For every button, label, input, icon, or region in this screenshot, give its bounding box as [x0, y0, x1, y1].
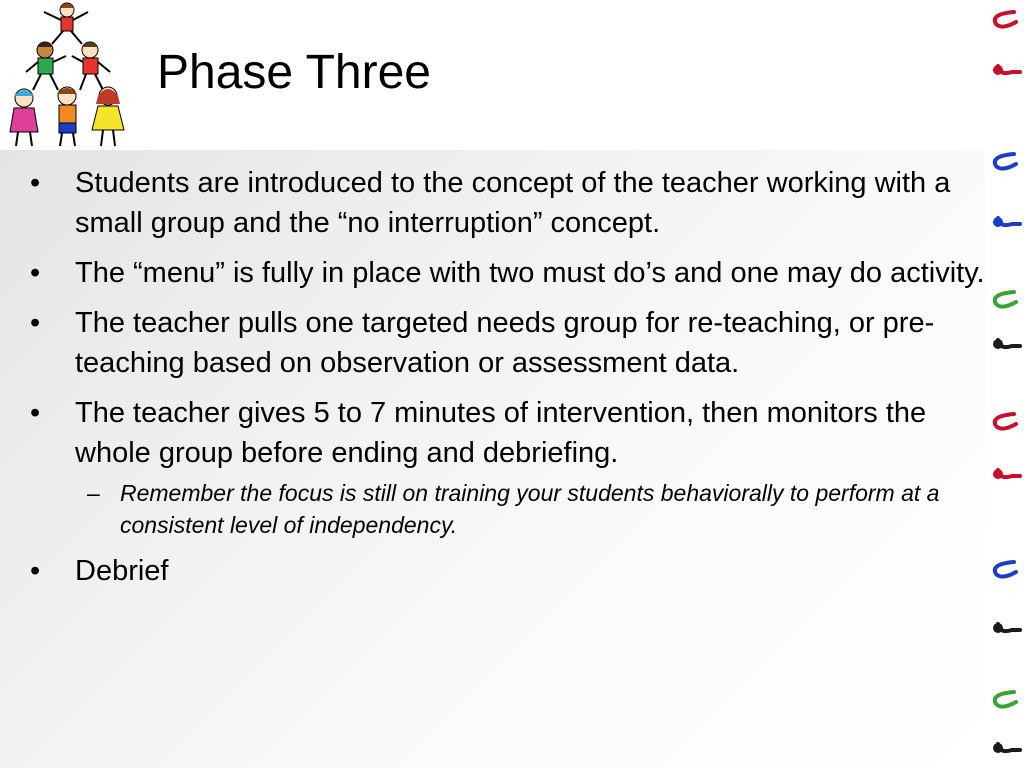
- bullet-marker: •: [30, 555, 41, 587]
- list-item: [30, 163, 985, 243]
- list-item: [30, 551, 985, 591]
- bullet-text: Debrief: [75, 555, 169, 587]
- list-item: [30, 393, 985, 473]
- child-bottom-middle: [57, 87, 77, 146]
- bullet-text: The teacher gives 5 to 7 minutes of intervention, then monitors the whole group before ending and debriefing.: [75, 397, 927, 469]
- bullet-text: Students are introduced to the concept of the teacher working with a small group and the “no interruption” concept.: [75, 167, 951, 239]
- bullet-marker: •: [30, 257, 41, 289]
- child-middle-right: [72, 42, 110, 90]
- child-bottom-right: [92, 87, 124, 146]
- sub-bullet-marker: –: [87, 480, 100, 506]
- sub-bullet-text: Remember the focus is still on training your students behaviorally to perform at a consistent level of independency.: [120, 480, 940, 538]
- list-item: [30, 253, 985, 293]
- bullet-marker: •: [30, 307, 41, 339]
- swirl-border-icon: [984, 0, 1024, 768]
- sub-list-item: [30, 477, 985, 541]
- children-pyramid-icon: [0, 0, 140, 150]
- bullet-marker: •: [30, 167, 41, 199]
- child-bottom-left: [10, 89, 38, 146]
- bullet-text: The “menu” is fully in place with two must do’s and one may do activity.: [75, 257, 985, 289]
- bullet-list: [30, 163, 985, 601]
- child-middle-left: [26, 42, 66, 90]
- list-item: [30, 303, 985, 383]
- bullet-text: The teacher pulls one targeted needs group for re-teaching, or pre-teaching based on observation or assessment data.: [75, 307, 935, 379]
- page-title: Phase Three: [157, 46, 431, 99]
- bullet-marker: •: [30, 397, 41, 429]
- child-top: [44, 3, 88, 44]
